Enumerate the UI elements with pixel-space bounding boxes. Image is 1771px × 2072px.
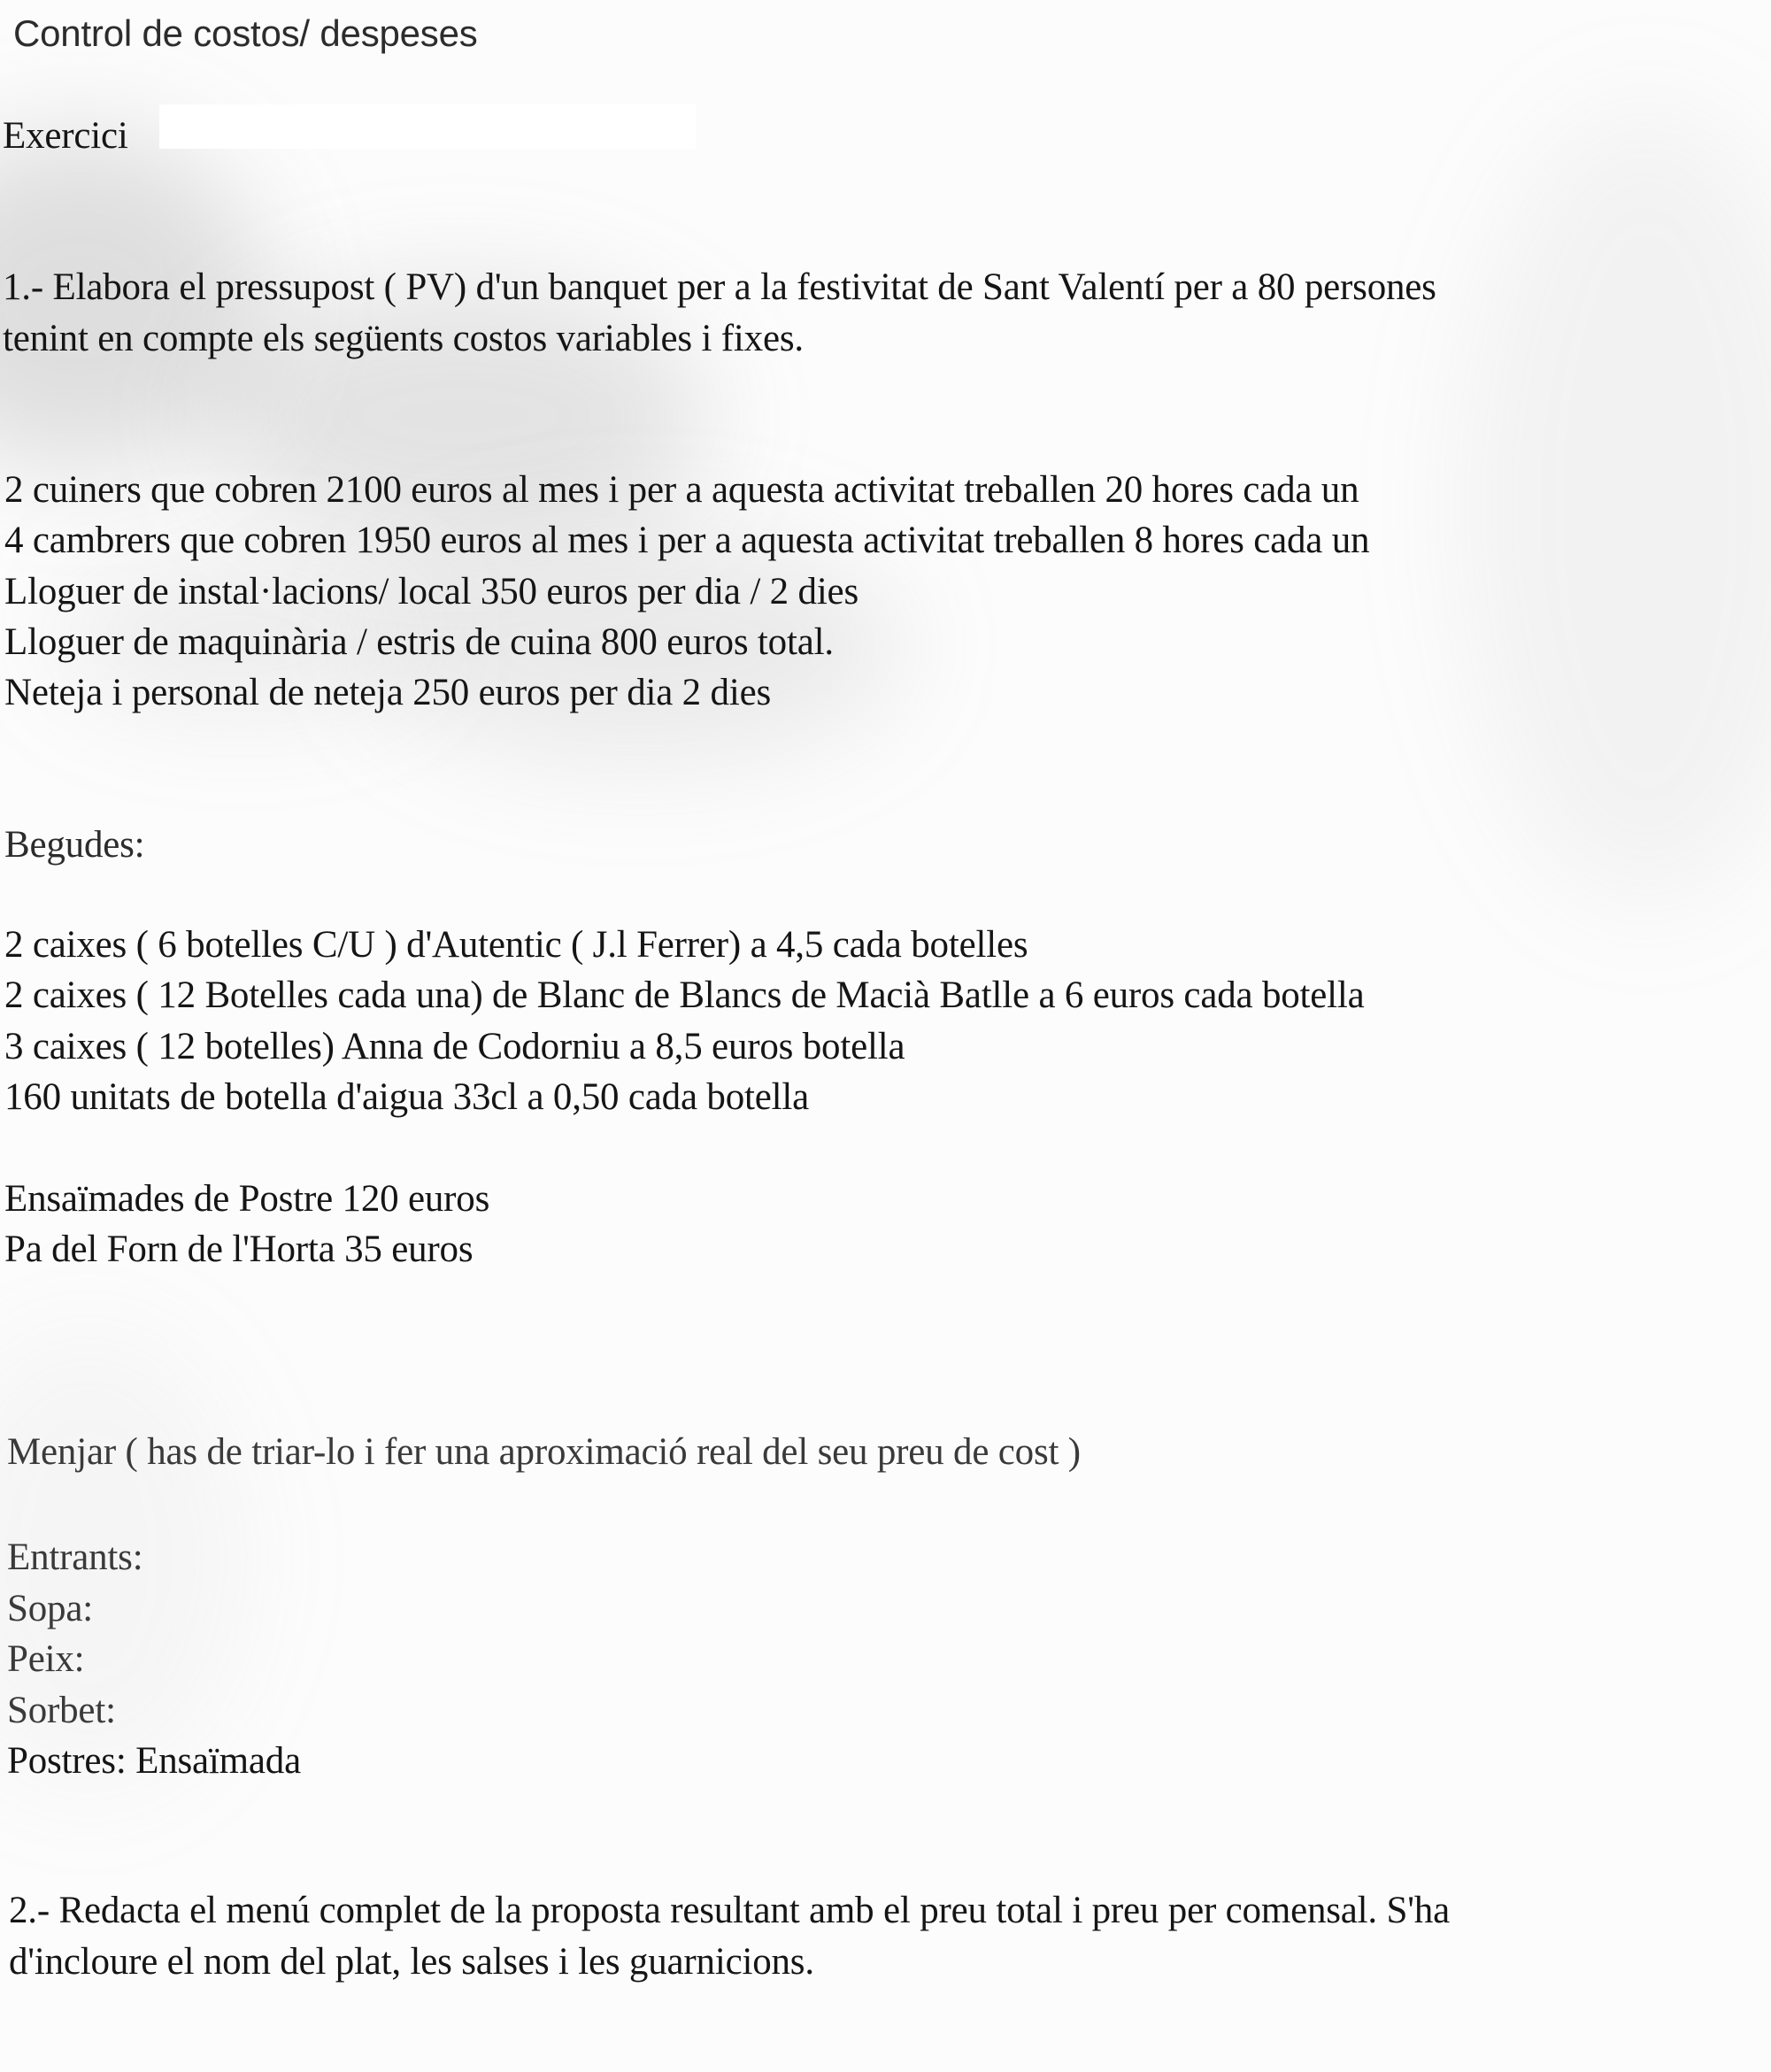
course-item: Entrants: [7, 1537, 143, 1578]
exercise1-line2: tenint en compte els següents costos variables i fixes. [3, 318, 804, 359]
document-title: Control de costos/ despeses [13, 12, 478, 54]
extra-item: Pa del Forn de l'Horta 35 euros [4, 1229, 474, 1270]
course-item: Sorbet: [7, 1690, 116, 1731]
cost-item: 2 cuiners que cobren 2100 euros al mes i per a aquesta activitat treballen 20 hores cada un [4, 469, 1359, 511]
drinks-heading: Begudes: [4, 824, 145, 866]
drink-item: 2 caixes ( 6 botelles C/U ) d'Autentic ( J.l Ferrer) a 4,5 cada botelles [4, 924, 1028, 966]
course-item: Sopa: [7, 1588, 93, 1629]
exercise-heading: Exercici [3, 115, 128, 157]
redaction-patch [159, 104, 696, 149]
drink-item: 160 unitats de botella d'aigua 33cl a 0,50 cada botella [4, 1076, 810, 1118]
cost-item: Lloguer de maquinària / estris de cuina 800 euros total. [4, 621, 834, 663]
drink-item: 2 caixes ( 12 Botelles cada una) de Blanc de Blancs de Macià Batlle a 6 euros cada botella [4, 974, 1365, 1016]
course-item: Postres: Ensaïmada [7, 1740, 301, 1782]
course-item: Peix: [7, 1638, 85, 1680]
exercise1-line1: 1.- Elabora el pressupost ( PV) d'un banquet per a la festivitat de Sant Valentí per a 80 persones [3, 266, 1436, 308]
food-heading: Menjar ( has de triar-lo i fer una aproximació real del seu preu de cost ) [7, 1431, 1081, 1473]
scan-shadow [1460, 106, 1771, 903]
extra-item: Ensaïmades de Postre 120 euros [4, 1178, 490, 1220]
drink-item: 3 caixes ( 12 botelles) Anna de Codorniu a 8,5 euros botella [4, 1026, 905, 1067]
cost-item: Lloguer de instal·lacions/ local 350 euros per dia / 2 dies [4, 571, 859, 612]
exercise2-line2: d'incloure el nom del plat, les salses i les guarnicions. [9, 1941, 814, 1983]
exercise2-line1: 2.- Redacta el menú complet de la proposta resultant amb el preu total i preu per comensal. S'ha [9, 1890, 1450, 1931]
cost-item: 4 cambrers que cobren 1950 euros al mes i per a aquesta activitat treballen 8 hores cada un [4, 520, 1370, 561]
cost-item: Neteja i personal de neteja 250 euros per dia 2 dies [4, 672, 771, 713]
